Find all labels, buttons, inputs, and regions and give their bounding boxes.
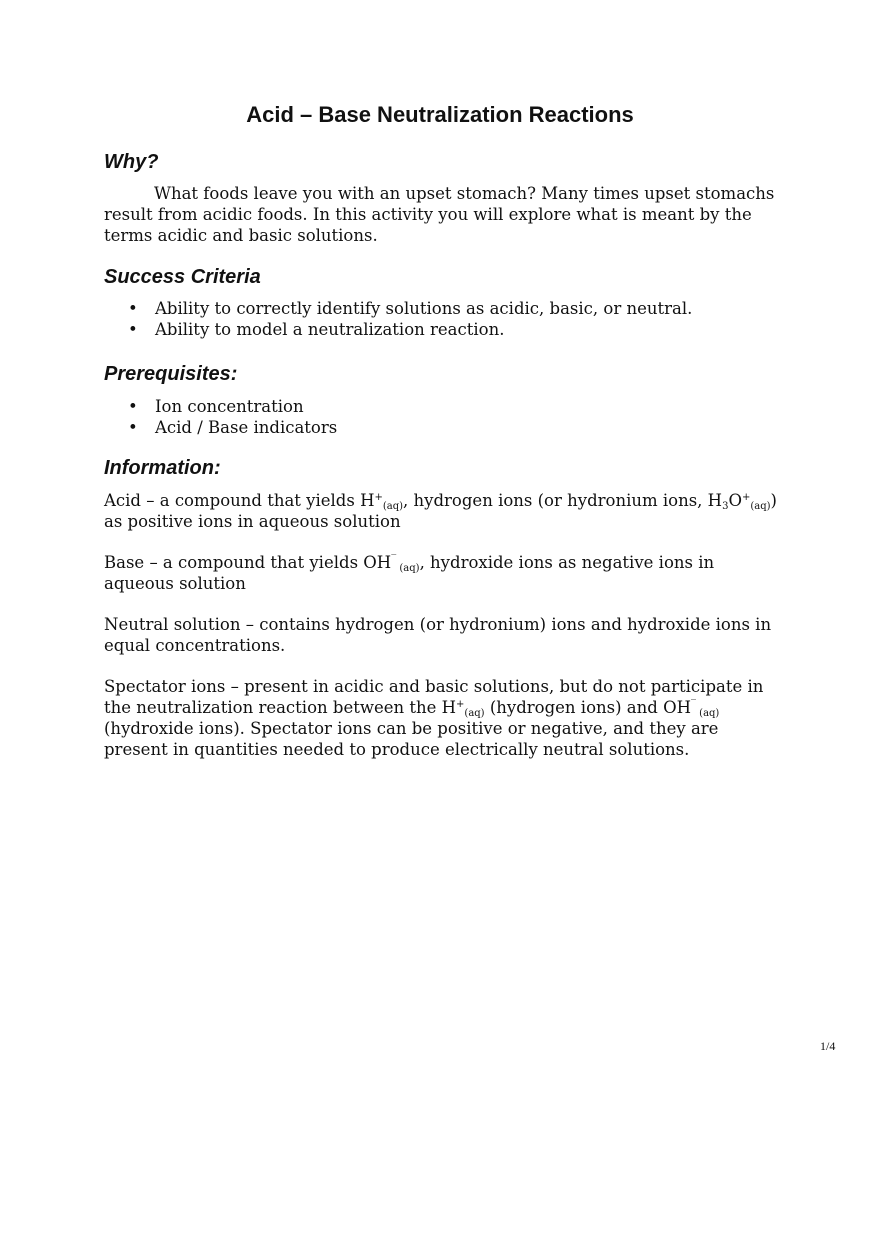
prerequisites-heading: Prerequisites: <box>104 363 238 385</box>
spectator-definition: Spectator ions – present in acidic and basic solutions, but do not participate in the neutralization reaction between the $H^+_{(aq)}$ (hydrogen ions) and OH‾ $_{(aq)}$ (hydroxide ions). Spectator ions can be positive or negative, and they are present in quantities needed to produce electrically neutral solutions. <box>104 677 764 759</box>
list-item: • Acid / Base indicators <box>128 418 338 437</box>
neutral-definition: Neutral solution – contains hydrogen (or hydronium) ions and hydroxide ions in equal concentrations. <box>104 615 772 655</box>
list-item: • Ion concentration <box>128 397 304 416</box>
list-item: • Ability to correctly identify solutions as acidic, basic, or neutral. <box>128 299 693 318</box>
base-definition: Base – a compound that yields OH‾ $_{(aq)}$, hydroxide ions as negative ions in aqueous solution <box>104 553 715 593</box>
prerequisites-list <box>128 396 337 438</box>
bullet-icon: • <box>128 299 138 318</box>
page-number: 1/4 <box>820 1039 836 1053</box>
acid-definition: Acid – a compound that yields $H^+_{(aq)}$, hydrogen ions (or hydronium ions, $H_3O^+_{(aq)}$) as positive ions in aqueous solution <box>104 491 777 531</box>
information-heading: Information: <box>104 457 221 479</box>
why-paragraph: What foods leave you with an upset stomach? Many times upset stomachs result from acidic foods. In this activity you will explore what is meant by the terms acidic and basic solutions. <box>104 184 775 245</box>
list-item: • Ability to model a neutralization reaction. <box>128 320 505 339</box>
page-title: Acid – Base Neutralization Reactions <box>246 102 634 127</box>
success-criteria-list <box>128 298 692 340</box>
bullet-icon: • <box>128 320 138 339</box>
success-criteria-heading: Success Criteria <box>104 266 261 288</box>
bullet-icon: • <box>128 418 138 437</box>
bullet-icon: • <box>128 397 138 416</box>
why-heading: Why? <box>104 151 159 173</box>
